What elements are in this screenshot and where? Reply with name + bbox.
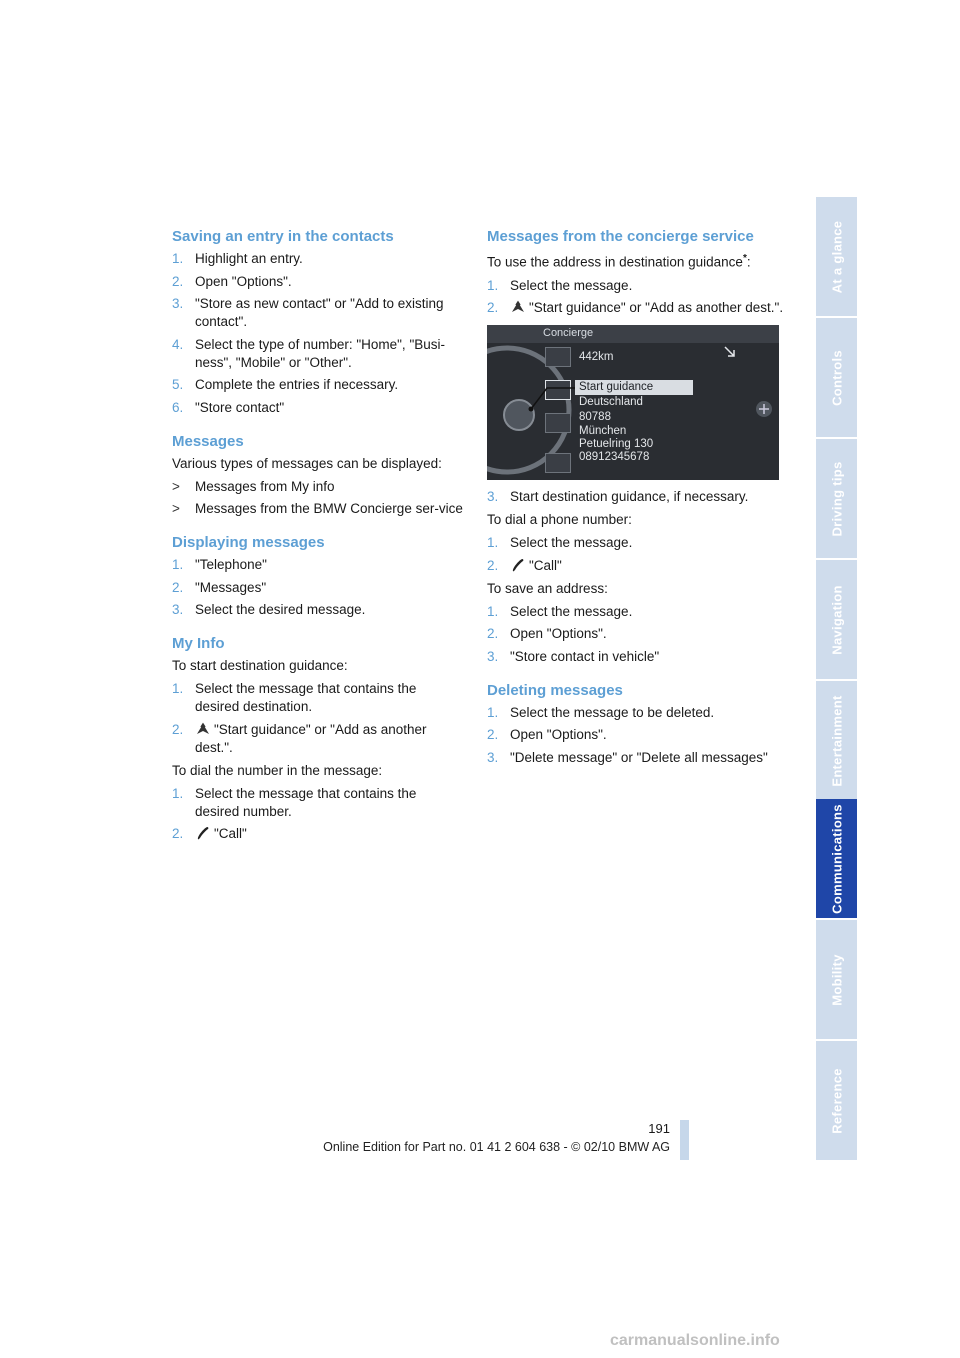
list-item: 1. Select the message. — [487, 535, 633, 550]
list-item: 6. "Store contact" — [172, 399, 285, 415]
list-item: 2. "Start guidance" or "Add as another dest.". — [172, 721, 427, 755]
list-item: 1. Highlight an entry. — [172, 251, 303, 266]
bullet-list — [172, 478, 464, 519]
screen-row: 442km — [579, 351, 614, 363]
steps-list — [172, 680, 464, 757]
list-item: 2. "Call" — [172, 826, 247, 841]
tab-at-a-glance[interactable]: At a glance — [816, 197, 857, 316]
paragraph: To use the address in destination guidance*: — [487, 253, 751, 270]
guidance-icon — [510, 300, 526, 314]
steps-list — [487, 277, 787, 318]
chapter-tabs — [816, 197, 857, 1160]
steps-list — [487, 534, 787, 575]
tab-controls[interactable]: Controls — [816, 318, 857, 437]
screen-row: München — [579, 425, 627, 437]
phone-icon — [195, 826, 211, 840]
steps-list — [172, 785, 464, 844]
tab-reference[interactable]: Reference — [816, 1041, 857, 1160]
section-heading: My Info — [172, 635, 225, 652]
list-item: 1. Select the message that contains the desired number. — [172, 785, 417, 819]
contact-icon — [545, 453, 571, 473]
list-item: 4. Select the type of number: "Home", "Busi-ness", "Mobile" or "Other". — [172, 336, 445, 370]
list-item: 3. "Delete message" or "Delete all messages" — [487, 749, 768, 765]
list-item: 2. "Messages" — [172, 579, 267, 595]
idrive-screenshot — [487, 325, 779, 480]
screen-title: Concierge — [543, 327, 594, 339]
list-item: 2. Open "Options". — [172, 273, 292, 289]
paragraph: Various types of messages can be displayed: — [172, 455, 442, 471]
list-item: 3. Select the desired message. — [172, 602, 366, 617]
screen-row: 80788 — [579, 411, 611, 423]
guidance-icon — [195, 722, 211, 736]
list-icon — [545, 347, 571, 367]
tab-entertainment[interactable]: Entertainment — [816, 681, 857, 800]
list-item: > Messages from My info — [172, 478, 335, 494]
list-item: 2. "Start guidance" or "Add as another dest.". — [487, 300, 784, 315]
list-item: 1. Select the message. — [487, 277, 633, 293]
steps-list — [172, 556, 464, 619]
screen-row: Deutschland — [579, 396, 643, 408]
list-item: 2. "Call" — [487, 557, 562, 573]
screen-row: Petuelring 130 — [579, 438, 654, 450]
right-column — [487, 228, 787, 772]
watermark: carmanualsonline.info — [610, 1332, 780, 1349]
list-item: 1. Select the message to be deleted. — [487, 704, 715, 720]
list-item: 5. Complete the entries if necessary. — [172, 377, 399, 392]
pointer-line — [527, 383, 577, 413]
steps-list — [487, 704, 787, 767]
paragraph: To dial the number in the message: — [172, 762, 383, 778]
tab-mobility[interactable]: Mobility — [816, 920, 857, 1039]
list-item: 2. Open "Options". — [487, 727, 607, 742]
list-item: 1. "Telephone" — [172, 557, 267, 572]
footer-bar — [680, 1120, 689, 1160]
paragraph: To dial a phone number: — [487, 512, 632, 527]
list-item: 1. Select the message. — [487, 603, 633, 619]
list-item: 1. Select the message that contains the desired destination. — [172, 681, 417, 714]
steps-list — [487, 603, 787, 666]
footer-text: Online Edition for Part no. 01 41 2 604 638 - © 02/10 BMW AG — [323, 1140, 670, 1154]
steps-list — [172, 250, 464, 417]
list-item: 2. Open "Options". — [487, 626, 607, 641]
section-heading: Deleting messages — [487, 681, 623, 699]
tab-navigation[interactable]: Navigation — [816, 560, 857, 679]
phone-icon — [545, 413, 571, 433]
page-number: 191 — [648, 1121, 670, 1136]
steps-list — [487, 488, 787, 506]
tab-driving-tips[interactable]: Driving tips — [816, 439, 857, 558]
left-column — [172, 228, 464, 848]
list-item: 3. "Store contact in vehicle" — [487, 648, 660, 664]
screen-row-selected: Start guidance — [579, 381, 654, 393]
plus-icon — [755, 400, 773, 418]
section-heading: Messages from the concierge service — [487, 228, 754, 245]
paragraph: To save an address: — [487, 580, 608, 596]
phone-icon — [510, 558, 526, 572]
tab-communications[interactable]: Communications — [816, 799, 857, 918]
list-item: > Messages from the BMW Concierge ser-vice — [172, 501, 463, 516]
paragraph: To start destination guidance: — [172, 658, 348, 673]
section-heading: Displaying messages — [172, 534, 325, 551]
section-heading: Messages — [172, 432, 244, 450]
section-heading: Saving an entry in the contacts — [172, 228, 394, 245]
list-item: 3. "Store as new contact" or "Add to existing contact". — [172, 296, 444, 329]
screen-row: 08912345678 — [579, 451, 650, 463]
arrow-icon — [723, 345, 737, 359]
list-item: 3. Start destination guidance, if necessary. — [487, 489, 749, 504]
